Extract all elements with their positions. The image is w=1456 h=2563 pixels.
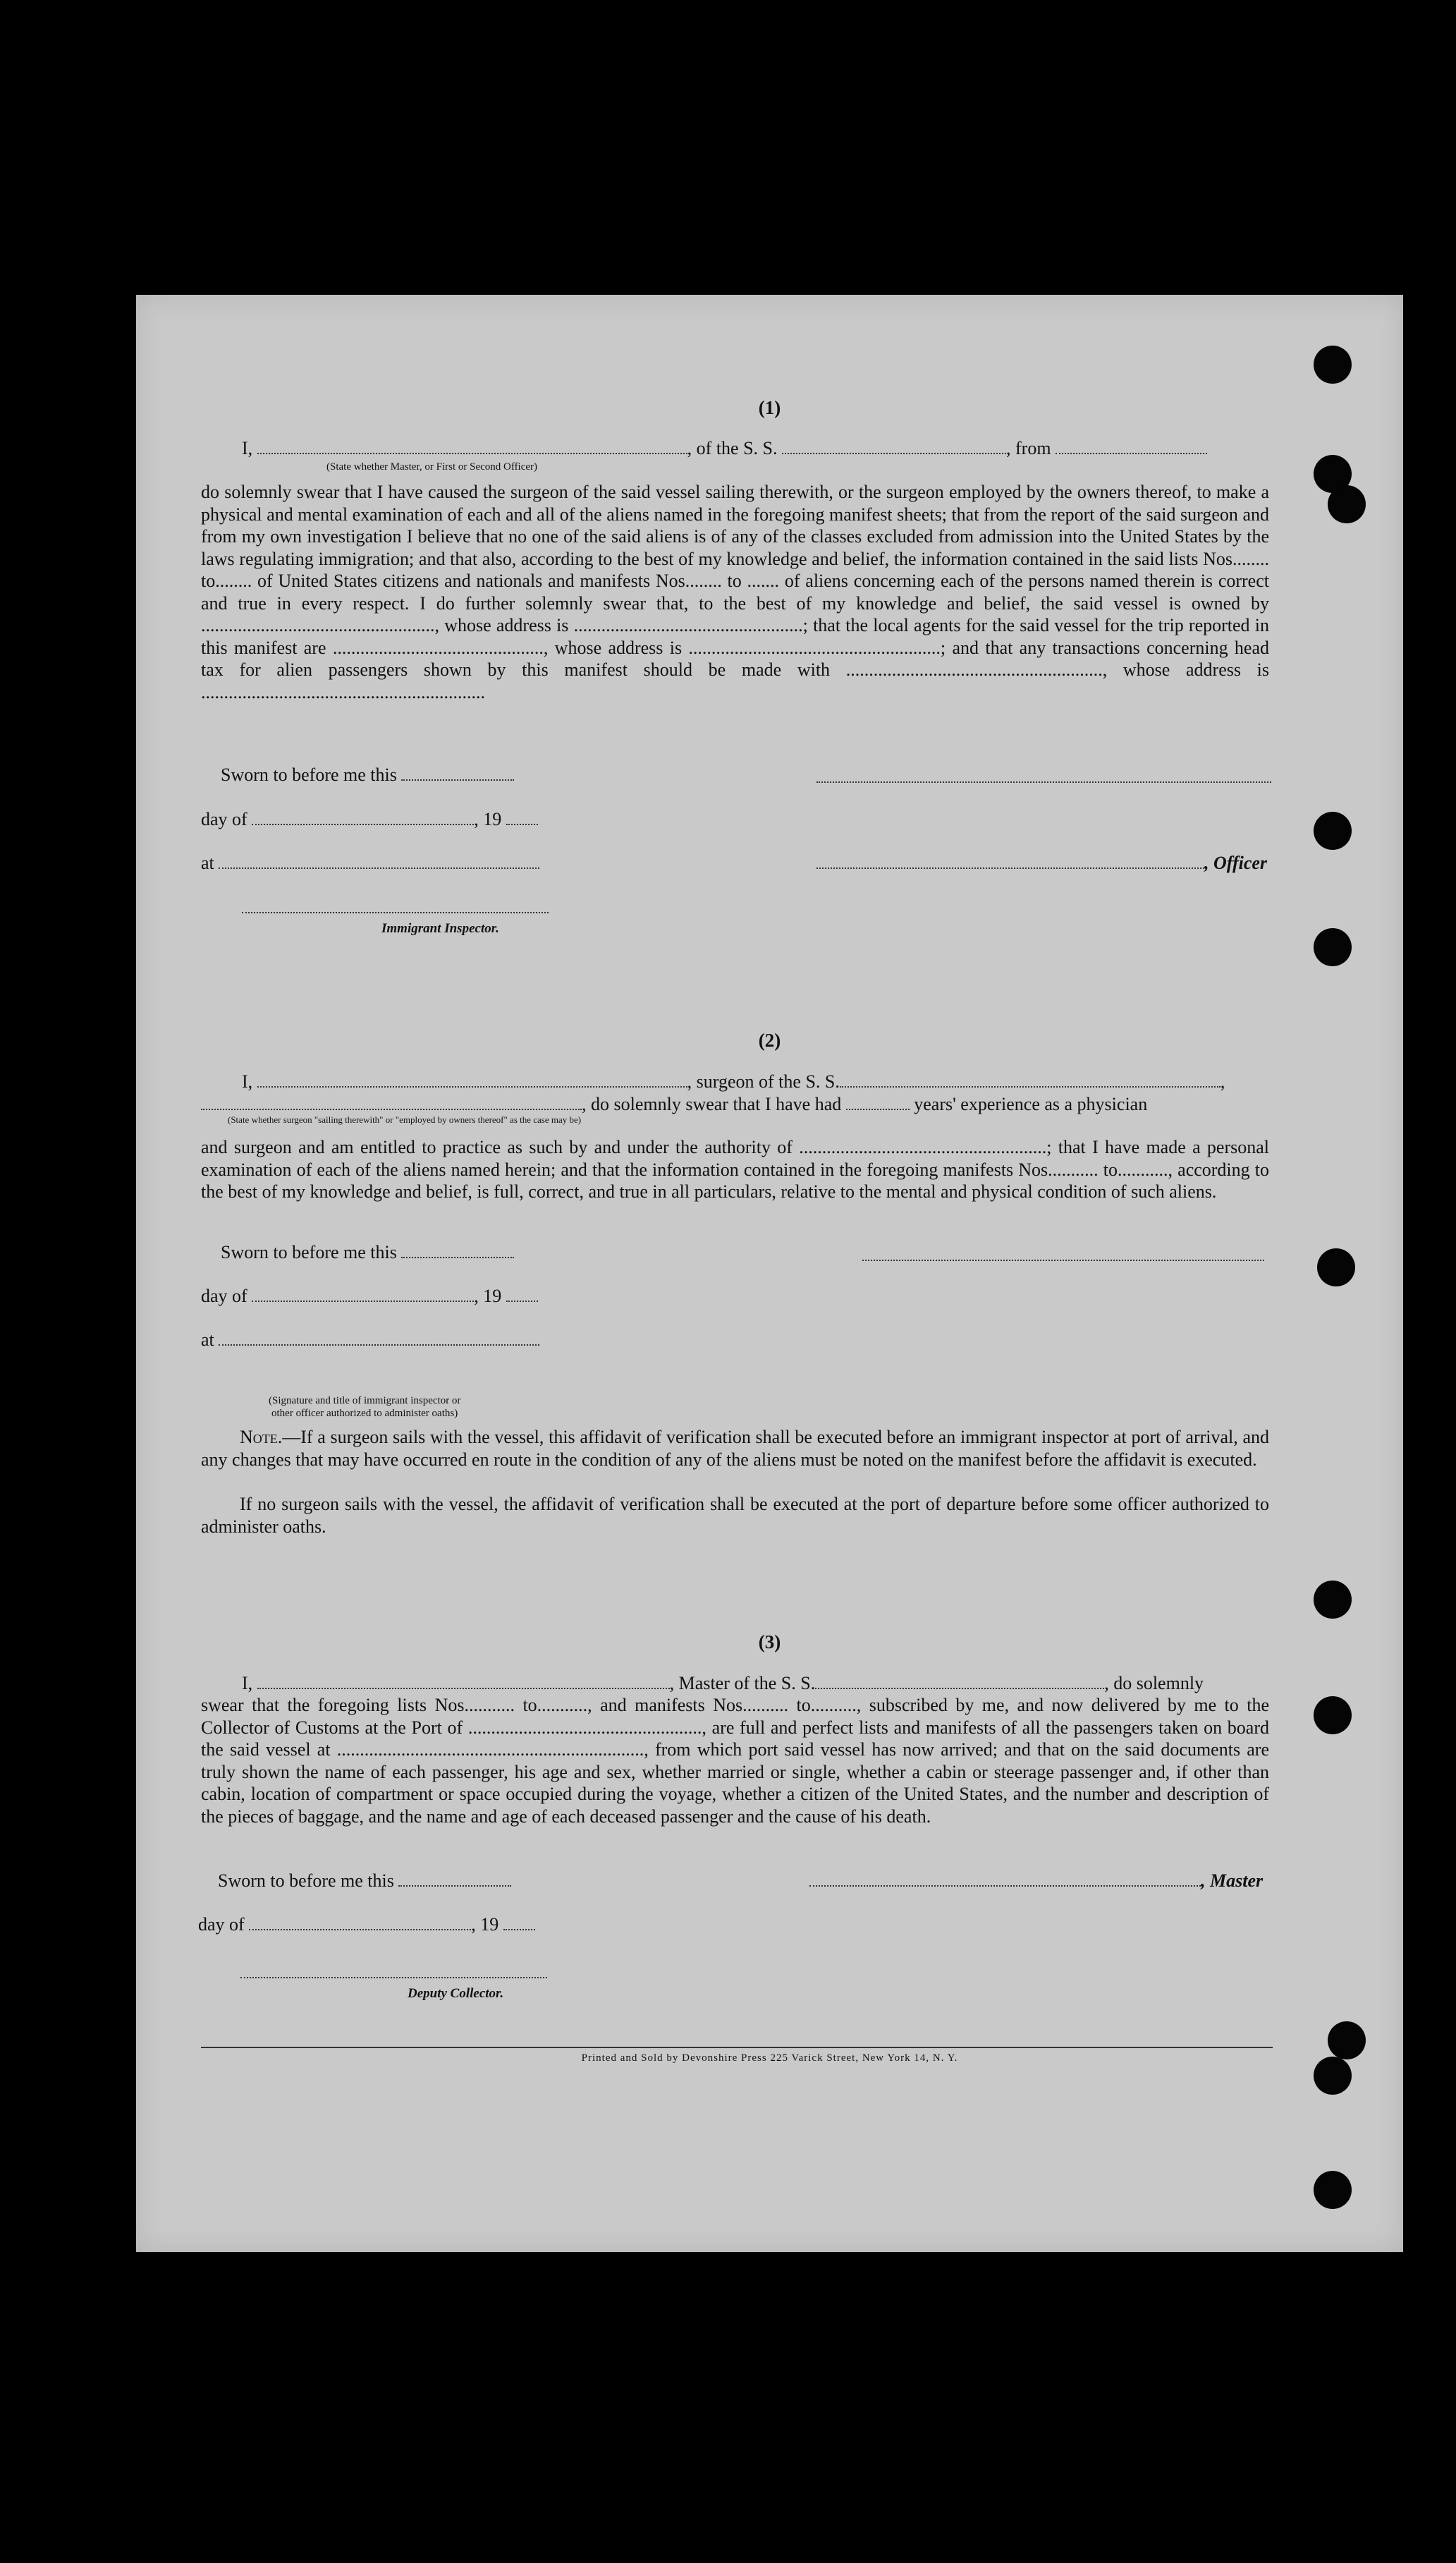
section-2-body: and surgeon and am entitled to practice as such by and under the authority of ......................................................; that I have made a personal examination of each of the aliens named herein; and that the information contained in the foregoing manifests Nos........... to..........., according to the best of my knowledge and belief, is full, correct, and true in all particulars, relative to the mental and physical condition of such aliens. (201, 1137, 1269, 1202)
punch-hole (1328, 485, 1366, 523)
year-label: , 19 (471, 1914, 499, 1935)
master-line (809, 1870, 1263, 1892)
port-field[interactable] (1056, 440, 1207, 454)
sworn-line-3 (218, 1870, 511, 1892)
vessel-field[interactable] (782, 440, 1006, 454)
officer-line (816, 852, 1267, 874)
sworn-label: Sworn to before me this (221, 1242, 397, 1262)
day-line-1 (201, 808, 538, 830)
section-1-line-1 (242, 437, 1207, 459)
surgeon-signature-line[interactable] (862, 1260, 1264, 1261)
punch-hole (1314, 2171, 1352, 2209)
punch-hole (1314, 812, 1352, 850)
punch-hole (1314, 1581, 1352, 1619)
label-master-of: , Master of the S. S. (669, 1673, 816, 1693)
label-years: years' experience as a physician (914, 1094, 1148, 1114)
sworn-day-field[interactable] (401, 767, 514, 781)
at-label: at (201, 853, 214, 873)
section-3-heading: (3) (758, 1631, 781, 1652)
vessel-field[interactable] (840, 1073, 1221, 1088)
month-field[interactable] (249, 1916, 471, 1930)
printer-footer: Printed and Sold by Devonshire Press 225 Varick Street, New York 14, N. Y. (581, 2052, 958, 2064)
officer-signature-field[interactable] (816, 855, 1204, 869)
collector-signature-line[interactable] (240, 1977, 547, 1978)
day-line-2 (201, 1285, 538, 1307)
label-i: I, (242, 438, 253, 458)
label-swear: , do solemnly (1104, 1673, 1204, 1693)
years-field[interactable] (846, 1096, 910, 1110)
note-text: —If a surgeon sails with the vessel, this affidavit of verification shall be executed before an immigrant inspector at port of arrival, and any changes that may have occurred en route in the condition of any of the aliens must be noted on the manifest before the affidavit is executed. (201, 1427, 1269, 1470)
section-3-body: swear that the foregoing lists Nos........... to..........., and manifests Nos.......... to.........., subscribed by me, and now delivered by me to the Collector of Customs at the Port of ..................................................., are full and perfect lists and manifests of all the passengers taken on board the said vessel at ..................................................................., from which port said vessel has now arrived; and that on the said documents are truly shown the name of each passenger, his age and sex, whether married or single, whether a cabin or steerage passenger and, if other than cabin, location of compartment or space occupied during the voyage, whether a citizen of the United States, and the number and description of the pieces of baggage, and the name and age of each deceased passenger and the cause of his death. (201, 1695, 1269, 1827)
punch-hole (1314, 928, 1352, 966)
surgeon-type-note: (State whether surgeon "sailing therewith" or "employed by owners thereof" as the case may be) (228, 1114, 582, 1125)
label-from: , from (1006, 438, 1051, 458)
section-2-line-2 (201, 1093, 1147, 1115)
year-field[interactable] (503, 1916, 535, 1930)
label-surgeon-of: , surgeon of the S. S. (687, 1071, 840, 1092)
name-field[interactable] (257, 440, 687, 454)
inspector-label: Immigrant Inspector. (381, 921, 499, 936)
at-label: at (201, 1329, 214, 1350)
vessel-field[interactable] (815, 1675, 1104, 1689)
sworn-line-1 (221, 764, 514, 786)
note-label: Note. (240, 1427, 283, 1447)
day-of-label: day of (198, 1914, 245, 1935)
sworn-day-field[interactable] (398, 1873, 511, 1887)
month-field[interactable] (252, 811, 474, 825)
rank-note: (State whether Master, or First or Second Officer) (326, 461, 538, 473)
year-label: , 19 (474, 1286, 502, 1306)
place-field[interactable] (219, 1332, 539, 1346)
section-1-body: do solemnly swear that I have caused the surgeon of the said vessel sailing therewith, or the surgeon employed by the owners thereof, to make a physical and mental examination of each and all of the aliens named in the foregoing manifest sheets; that from the report of the said surgeon and from my own investigation I believe that no one of the said aliens is of any of the classes excluded from admission into the United States by the laws regulating immigration; and that also, according to the best of my knowledge and belief, the information contained in the said lists Nos........ to........ of United States citizens and nationals and manifests Nos........ to ....... of aliens concerning each of the persons named therein is correct and true in every respect. I do further solemnly swear that, to the best of my knowledge and belief, the said vessel is owned by ..................................................., whose address is ..................................................; that the local agents for the said vessel for the trip reported in this manifest are .............................................., whose address is .......................................................; and that any transactions concerning head tax for alien passengers shown by this manifest should be made with ........................................................, whose address is .............................................................. (201, 482, 1269, 702)
surgeon-name-field[interactable] (257, 1073, 687, 1088)
verification-note-2: If no surgeon sails with the vessel, the affidavit of verification shall be executed at the port of departure before some officer authorized to administer oaths. (201, 1494, 1269, 1537)
day-of-label: day of (201, 1286, 247, 1306)
master-name-field[interactable] (257, 1675, 670, 1689)
year-field[interactable] (506, 811, 538, 825)
label-i: I, (242, 1673, 253, 1693)
surgeon-type-field[interactable] (201, 1096, 582, 1110)
punch-hole (1314, 1696, 1352, 1734)
signature-note-1: (Signature and title of immigrant inspector or (269, 1395, 461, 1406)
collector-label: Deputy Collector. (408, 1986, 504, 2001)
punch-hole (1317, 1248, 1355, 1286)
day-of-label: day of (201, 809, 247, 829)
day-line-3 (198, 1913, 535, 1935)
signature-line-1[interactable] (816, 781, 1271, 783)
master-signature-field[interactable] (809, 1873, 1201, 1887)
sworn-day-field[interactable] (401, 1244, 514, 1258)
inspector-signature-line[interactable] (242, 912, 549, 913)
place-field[interactable] (219, 855, 539, 869)
officer-label: , Officer (1204, 853, 1268, 873)
year-label: , 19 (474, 809, 502, 829)
sworn-label: Sworn to before me this (218, 1870, 394, 1891)
label-swear: , do solemnly swear that I have had (582, 1094, 842, 1114)
section-2-heading: (2) (758, 1030, 781, 1051)
form-page (136, 295, 1403, 2252)
section-3-line-1 (242, 1672, 1204, 1694)
sworn-label: Sworn to before me this (221, 765, 397, 785)
punch-hole (1314, 346, 1352, 384)
section-1-heading: (1) (758, 397, 781, 418)
label-of-ss: , of the S. S. (687, 438, 778, 458)
sworn-line-2 (221, 1241, 514, 1263)
section-2-line-1: I, , surgeon of the S. S. , (242, 1071, 1225, 1092)
at-line-1 (201, 852, 539, 874)
month-field[interactable] (252, 1288, 474, 1302)
signature-note-2: other officer authorized to administer oaths) (271, 1408, 458, 1419)
at-line-2 (201, 1329, 539, 1351)
year-field[interactable] (506, 1288, 538, 1302)
verification-note (201, 1426, 1269, 1471)
master-label: , Master (1201, 1870, 1264, 1891)
footer-rule (201, 2047, 1273, 2048)
label-i: I, (242, 1071, 253, 1092)
